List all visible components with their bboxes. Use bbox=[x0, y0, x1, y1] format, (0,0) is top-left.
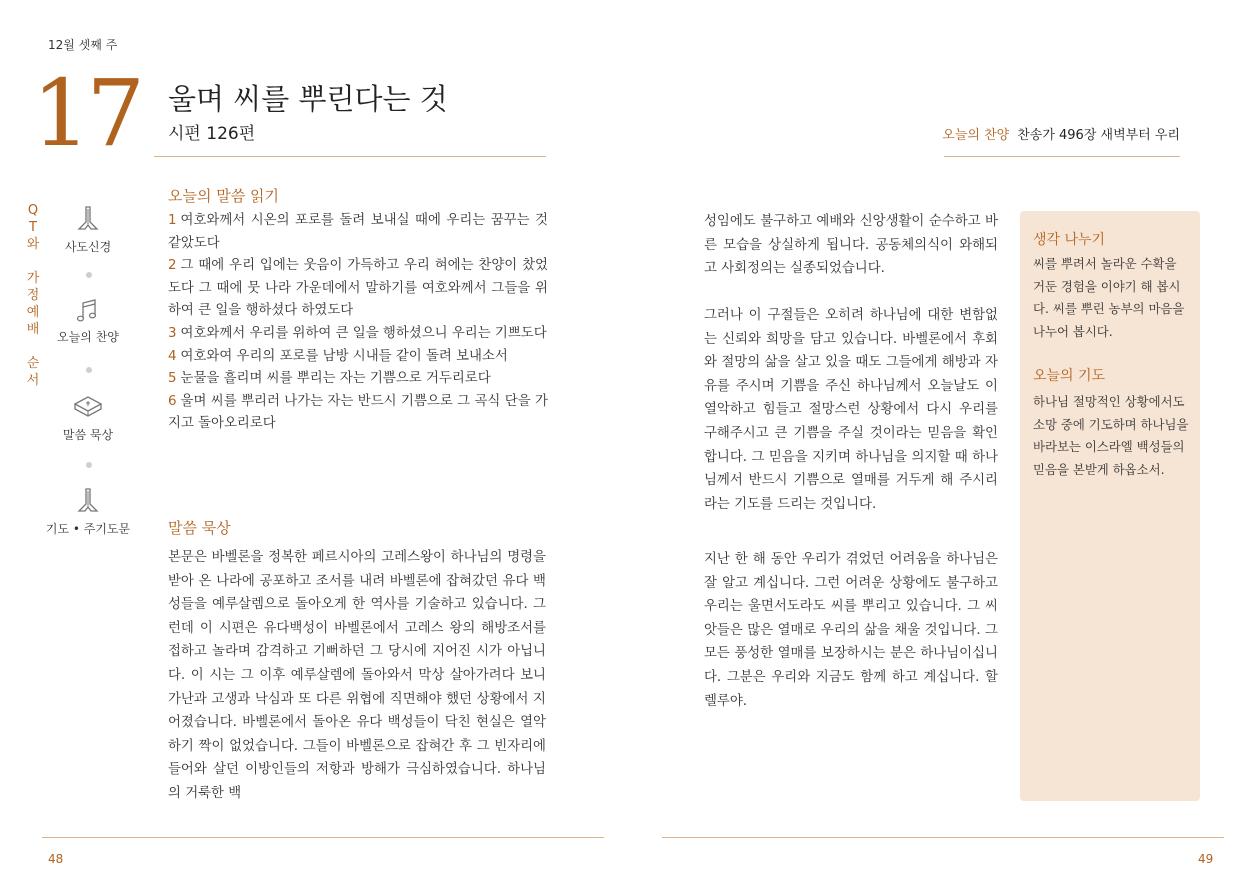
reading-heading: 오늘의 말씀 읽기 bbox=[168, 187, 279, 205]
sidebar-item-label: 사도신경 bbox=[64, 240, 112, 254]
hymn-divider bbox=[944, 156, 1180, 157]
footer-divider bbox=[42, 837, 604, 838]
verse: 4 여호와여 우리의 포로를 남방 시내들 같이 돌려 보내소서 bbox=[168, 348, 508, 364]
sharing-heading: 생각 나누기 bbox=[1033, 232, 1106, 248]
title-divider bbox=[154, 156, 546, 157]
bible-book-icon bbox=[72, 392, 104, 422]
sharing-text: 씨를 뿌려서 놀라운 수확을 거둔 경험을 이야기 해 봅시다. 씨를 뿌린 농부의 마음을 나누어 봅시다. bbox=[1033, 256, 1185, 339]
sidebar-item-label: 오늘의 찬양 bbox=[57, 330, 119, 344]
meditation-paragraph: 지난 한 해 동안 우리가 겪었던 어려움을 하나님은 잘 알고 계십니다. 그런 어려운 상황에도 불구하고 우리는 울면서도라도 씨를 뿌리고 있습니다. 그 씨앗들은 많은 열매로 우리의 삶을 채울 것입니다. 그 모든 풍성한 열매를 보장하시는 분은 하나님이십니다. 그분은 우리와 지금도 함께 하고 계십니다. 할렐루야. bbox=[704, 552, 998, 709]
scripture-verses bbox=[168, 210, 548, 436]
praying-hands-icon bbox=[73, 204, 103, 234]
vertical-section-label: Q T 와 가 정 예 배 순 서 bbox=[26, 203, 40, 388]
verse: 2 그 때에 우리 입에는 웃음이 가득하고 우리 혀에는 찬양이 찼었도다 그 때에 뭇 나라 가운데에서 말하기를 여호와께서 그들을 위하여 큰 일을 행하셨다 하였도다 bbox=[168, 258, 548, 319]
verse: 5 눈물을 흘리며 씨를 뿌리는 자는 기쁨으로 거두리로다 bbox=[168, 371, 491, 387]
meditation-paragraph: 성임에도 불구하고 예배와 신앙생활이 순수하고 바른 모습을 상실하게 됩니다. 공동체의식이 와해되고 사회정의는 실종되었습니다. bbox=[704, 214, 998, 277]
sidebar-item-label: 기도 • 주기도문 bbox=[45, 522, 131, 536]
verse: 3 여호와께서 우리를 위하여 큰 일을 행하셨으니 우리는 기쁘도다 bbox=[168, 325, 547, 341]
sidebar-item-meditation bbox=[38, 392, 138, 443]
sidebar-item-prayer bbox=[38, 486, 138, 537]
reflection-box bbox=[1020, 211, 1200, 801]
prayer-text: 하나님 절망적인 상황에서도 소망 중에 기도하며 하나님을 바라보는 이스라엘 백성들의 믿음을 본받게 하옵소서. bbox=[1033, 394, 1189, 477]
page-title: 울며 씨를 뿌린다는 것 bbox=[168, 82, 448, 116]
week-label: 12월 셋째 주 bbox=[48, 38, 118, 52]
sidebar-item-label: 말씀 묵상 bbox=[62, 428, 114, 442]
meditation-heading: 말씀 묵상 bbox=[168, 519, 231, 537]
praying-hands-icon bbox=[73, 486, 103, 516]
meditation-paragraph: 본문은 바벨론을 정복한 페르시아의 고레스왕이 하나님의 명령을 받아 온 나라에 공포하고 조서를 내려 바벨론에 잡혀갔던 유다 백성들을 예루살렘으로 돌아오게 한 역사를 기술하고 있습니다. 그런데 이 시편은 유다백성이 바벨론에서 고레스 왕의 해방조서를 접하고 놀라며 감격하고 기뻐하던 그 당시에 지어진 시가 아닙니다. 이 시는 그 이후 예루살렘에 돌아와서 막상 살아가려다 보니 가난과 고생과 낙심과 또 다른 위협에 직면해야 했던 상황에서 지어졌습니다. 바벨론에서 돌아온 유다 백성들이 닥친 현실은 열악하기 짝이 없었습니다. 그들이 바벨론으로 잡혀간 후 그 빈자리에 들어와 살던 이방인들의 저항과 방해가 극심하였습니다. 하나님의 거룩한 백 bbox=[168, 550, 546, 801]
sidebar-item-hymn bbox=[38, 298, 138, 345]
verse: 1 여호와께서 시온의 포로를 돌려 보내실 때에 우리는 꿈꾸는 것 같았도다 bbox=[168, 213, 548, 251]
footer-divider bbox=[662, 837, 1224, 838]
day-number: 17 bbox=[32, 60, 142, 167]
page-number-left: 48 bbox=[48, 852, 64, 866]
verse: 6 울며 씨를 뿌리러 나가는 자는 반드시 기쁨으로 그 곡식 단을 가지고 돌아오리로다 bbox=[168, 393, 548, 432]
scripture-reference: 시편 126편 bbox=[168, 124, 256, 144]
sidebar-dot bbox=[86, 272, 92, 278]
meditation-paragraph: 그러나 이 구절들은 오히려 하나님에 대한 변함없는 신뢰와 희망을 담고 있습니다. 바벨론에서 후회와 절망의 삶을 살고 있을 때도 그들에게 해방과 자유를 주시며 기쁨을 주신 하나님께서 오늘날도 이 열악하고 힘들고 절망스런 상황에서 다시 우리를 구해주시고 큰 기쁨을 주실 것이라는 믿음을 확인합니다. 그 믿음을 지키며 하나님을 의지할 때 하나님께서 반드시 기쁨으로 열매를 거두게 해 주시리라는 기도를 드리는 것입니다. bbox=[704, 308, 998, 512]
hymn-label: 오늘의 찬양 bbox=[942, 128, 1010, 143]
music-note-icon bbox=[74, 298, 102, 324]
page-number-right: 49 bbox=[1198, 852, 1214, 866]
hymn-title: 찬송가 496장 새벽부터 우리 bbox=[1017, 128, 1180, 143]
sidebar-dot bbox=[86, 367, 92, 373]
hymn-of-the-day bbox=[942, 124, 1180, 143]
prayer-heading: 오늘의 기도 bbox=[1033, 368, 1106, 384]
sidebar-item-apostles-creed bbox=[38, 204, 138, 255]
sidebar-dot bbox=[86, 462, 92, 468]
